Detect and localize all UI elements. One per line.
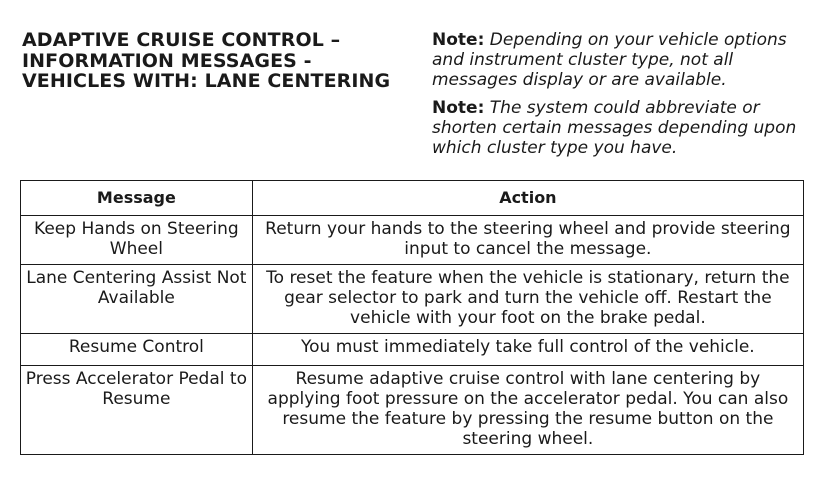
message-cell: Press Accelerator Pedal to Resume bbox=[21, 366, 253, 455]
note-1 bbox=[432, 30, 807, 90]
action-column-header: Action bbox=[252, 181, 803, 216]
action-cell: Return your hands to the steering wheel and provide steering input to cancel the message. bbox=[252, 216, 803, 265]
table-header-row bbox=[21, 181, 804, 216]
note-2 bbox=[432, 98, 807, 158]
message-column-header: Message bbox=[21, 181, 253, 216]
action-cell: To reset the feature when the vehicle is stationary, return the gear selector to park and turn the vehicle off. Restart the vehicle with your foot on the brake pedal. bbox=[252, 265, 803, 334]
message-cell: Lane Centering Assist Not Available bbox=[21, 265, 253, 334]
note-label: Note: bbox=[432, 98, 485, 118]
notes-block bbox=[432, 30, 807, 166]
messages-table bbox=[20, 180, 804, 455]
message-cell: Keep Hands on Steering Wheel bbox=[21, 216, 253, 265]
table-row bbox=[21, 366, 804, 455]
table-row bbox=[21, 216, 804, 265]
table-row bbox=[21, 334, 804, 366]
action-cell: You must immediately take full control of the vehicle. bbox=[252, 334, 803, 366]
note-text: Depending on your vehicle options and instrument cluster type, not all messages display or are available. bbox=[432, 30, 787, 90]
table-row bbox=[21, 265, 804, 334]
message-cell: Resume Control bbox=[21, 334, 253, 366]
action-cell: Resume adaptive cruise control with lane centering by applying foot pressure on the accelerator pedal. You can also resume the feature by pressing the resume button on the steering wheel. bbox=[252, 366, 803, 455]
note-label: Note: bbox=[432, 30, 485, 50]
note-text: The system could abbreviate or shorten certain messages depending upon which cluster type you have. bbox=[432, 98, 797, 158]
section-heading: ADAPTIVE CRUISE CONTROL – INFORMATION MESSAGES - VEHICLES WITH: LANE CENTERING bbox=[22, 29, 391, 92]
